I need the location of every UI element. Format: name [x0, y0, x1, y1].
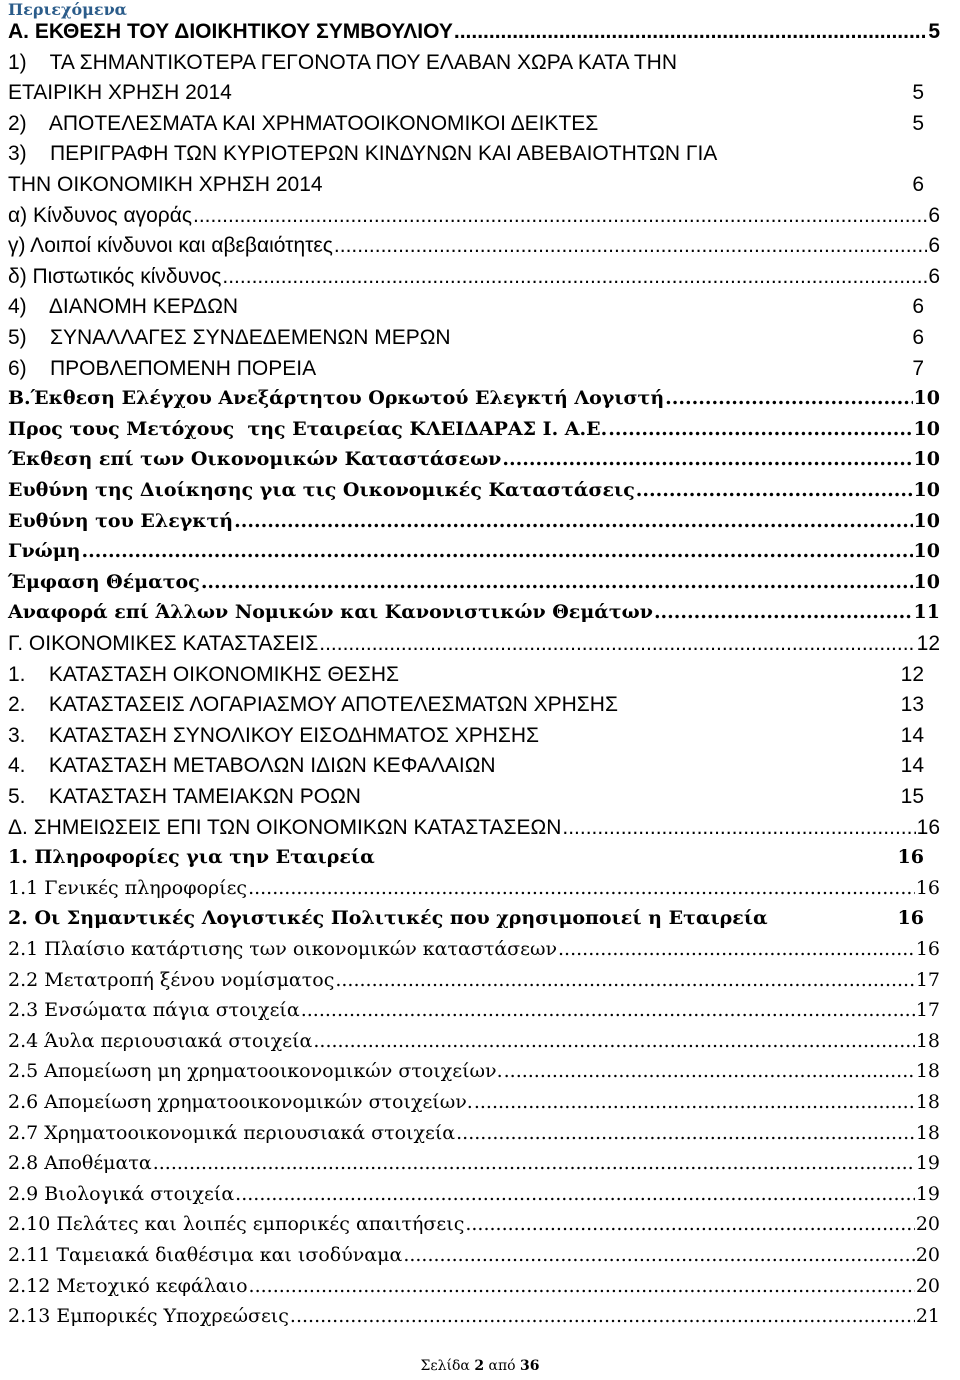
- footer-current-page: 2: [474, 1358, 485, 1374]
- toc-entry-label: Προς τους Μετόχους της Εταιρείας ΚΛΕΙΔΑΡΑΣ Ι. Α.Ε.: [8, 417, 608, 440]
- toc-entry-page: 20: [915, 1213, 940, 1236]
- toc-leader-dots: [465, 1213, 914, 1235]
- toc-entry-label: 3) ΠΕΡΙΓΡΑΦΗ ΤΩΝ ΚΥΡΙΟΤΕΡΩΝ ΚΙΝΔΥΝΩΝ ΚΑΙ ΑΒΕΒΑΙΟΤΗΤΩΝ ΓΙΑ: [8, 142, 718, 166]
- toc-entry[interactable]: [8, 693, 940, 723]
- toc-entry[interactable]: [8, 1030, 940, 1060]
- toc-entry-label: 2.2 Μετατροπή ξένου νομίσματος: [8, 968, 335, 991]
- toc-entry-page: 18: [915, 1091, 940, 1113]
- toc-entry-label: 2.3 Ενσώματα πάγια στοιχεία: [8, 999, 300, 1022]
- toc-leader-dots: [636, 479, 913, 501]
- toc-entry-label: 1. ΚΑΤΑΣΤΑΣΗ ΟΙΚΟΝΟΜΙΚΗΣ ΘΕΣΗΣ: [8, 662, 399, 686]
- toc-entry[interactable]: [8, 816, 940, 846]
- toc-entry[interactable]: [8, 295, 940, 325]
- toc-leader-dots: [290, 1305, 915, 1327]
- toc-entry-page: 18: [915, 1060, 940, 1083]
- toc-entry-page: 16: [897, 907, 924, 930]
- toc-leader-dots: [502, 448, 912, 470]
- toc-entry-page: 14: [900, 754, 924, 778]
- toc-entry[interactable]: [8, 601, 940, 631]
- toc-entry[interactable]: [8, 387, 940, 417]
- toc-entry[interactable]: [8, 51, 940, 81]
- toc-entry-page: 6: [928, 234, 940, 258]
- toc-entry-label: 2) ΑΠΟΤΕΛΕΣΜΑΤΑ ΚΑΙ ΧΡΗΜΑΤΟΟΙΚΟΝΟΜΙΚΟΙ ΔΕΙΚΤΕΣ: [8, 111, 599, 135]
- toc-leader-dots: [248, 877, 915, 899]
- toc-entry[interactable]: [8, 938, 940, 968]
- toc-leader-dots: [504, 1060, 915, 1082]
- toc-leader-dots: [234, 510, 912, 532]
- toc-leader-dots: [301, 999, 915, 1021]
- footer-prefix: Σελίδα: [420, 1358, 475, 1374]
- toc-entry[interactable]: [8, 846, 940, 876]
- toc-leader-dots: [334, 234, 927, 258]
- toc-entry-label: 2.8 Αποθέματα: [8, 1152, 152, 1175]
- toc-entry-label: 1. Πληροφορίες για την Εταιρεία: [8, 846, 375, 869]
- toc-leader-dots: [456, 1122, 915, 1144]
- toc-entry[interactable]: [8, 1213, 940, 1243]
- toc-leader-dots: [558, 938, 915, 960]
- toc-entry-label: Αναφορά επί Άλλων Νομικών και Κανονιστικών Θεμάτων: [8, 601, 653, 624]
- toc-entry[interactable]: [8, 204, 940, 234]
- toc-entry-label: Γνώμη: [8, 540, 81, 563]
- toc-entry[interactable]: [8, 234, 940, 264]
- toc-entry[interactable]: [8, 1305, 940, 1335]
- toc-entry[interactable]: [8, 999, 940, 1029]
- toc-entry-page: 5: [928, 20, 940, 43]
- toc-leader-dots: [153, 1152, 915, 1174]
- toc-leader-dots: [193, 204, 927, 228]
- toc-entry[interactable]: [8, 1122, 940, 1152]
- toc-entry-label: 2. ΚΑΤΑΣΤΑΣΕΙΣ ΛΟΓΑΡΙΑΣΜΟΥ ΑΠΟΤΕΛΕΣΜΑΤΩΝ ΧΡΗΣΗΣ: [8, 693, 618, 717]
- toc-entry-page: 16: [915, 938, 940, 960]
- toc-entry[interactable]: [8, 357, 940, 387]
- toc-entry-page: 20: [915, 1244, 940, 1266]
- toc-entry[interactable]: [8, 510, 940, 540]
- toc-entry-page: 11: [913, 601, 940, 624]
- toc-entry-page: 10: [913, 479, 940, 501]
- toc-leader-dots: [454, 20, 927, 44]
- toc-entry-label: 1) ΤΑ ΣΗΜΑΝΤΙΚΟΤΕΡΑ ΓΕΓΟΝΟΤΑ ΠΟΥ ΕΛΑΒΑΝ ΧΩΡΑ ΚΑΤΑ ΤΗΝ: [8, 50, 678, 74]
- toc-leader-dots: [562, 816, 915, 840]
- toc-leader-dots: [335, 969, 914, 991]
- toc-entry-label: 2.9 Βιολογικά στοιχεία: [8, 1182, 235, 1205]
- toc-entry-page: 20: [915, 1274, 940, 1297]
- toc-entry-page: 6: [928, 203, 940, 227]
- toc-leader-dots: [81, 540, 912, 562]
- toc-entry-label: 5. ΚΑΤΑΣΤΑΣΗ ΤΑΜΕΙΑΚΩΝ ΡΟΩΝ: [8, 785, 361, 808]
- toc-leader-dots: [235, 1183, 915, 1205]
- toc-entry-label: ΤΗΝ ΟΙΚΟΝΟΜΙΚΗ ΧΡΗΣΗ 2014: [8, 173, 323, 196]
- toc-entry[interactable]: [8, 754, 940, 784]
- toc-entry-page: 7: [912, 356, 924, 380]
- toc-entry[interactable]: [8, 571, 940, 601]
- toc-entry-page: 5: [912, 111, 924, 135]
- toc-entry-label: ΕΤΑΙΡΙΚΗ ΧΡΗΣΗ 2014: [8, 81, 232, 105]
- toc-entry-label: 2.1 Πλαίσιο κατάρτισης των οικονομικών καταστάσεων: [8, 938, 558, 960]
- toc-entry[interactable]: [8, 540, 940, 570]
- toc-entry-page: 18: [915, 1121, 940, 1144]
- toc-entry-label: 2.6 Απομείωση χρηματοοικονομικών στοιχείων.: [8, 1091, 473, 1113]
- toc-entry[interactable]: [8, 326, 940, 356]
- toc-entry-label: Έκθεση επί των Οικονομικών Καταστάσεων: [8, 448, 502, 471]
- toc-entry-page: 5: [912, 81, 924, 105]
- toc-entry-page: 12: [916, 632, 940, 655]
- toc-entry-label: Γ. ΟΙΚΟΝΟΜΙΚΕΣ ΚΑΤΑΣΤΑΣΕΙΣ: [8, 632, 319, 655]
- toc-leader-dots: [654, 601, 913, 623]
- toc-entry[interactable]: [8, 418, 940, 448]
- toc-entry-page: 18: [915, 1029, 940, 1052]
- toc-entry-label: 2.11 Ταμειακά διαθέσιμα και ισοδύναμα: [8, 1244, 403, 1266]
- toc-entry[interactable]: [8, 724, 940, 754]
- toc-entry-label: 3. ΚΑΤΑΣΤΑΣΗ ΣΥΝΟΛΙΚΟΥ ΕΙΣΟΔΗΜΑΤΟΣ ΧΡΗΣΗΣ: [8, 723, 540, 747]
- toc-entry-page: 10: [913, 509, 940, 532]
- toc-entry-label: 1.1 Γενικές πληροφορίες: [8, 876, 248, 899]
- toc-entry-page: 16: [915, 876, 940, 899]
- toc-entry-page: 12: [900, 662, 924, 686]
- toc-entry-page: 21: [915, 1305, 940, 1328]
- toc-entry[interactable]: [8, 448, 940, 478]
- toc-entry-page: 10: [913, 387, 940, 410]
- toc-entry[interactable]: [8, 20, 940, 50]
- toc-entry-label: 2.10 Πελάτες και λοιπές εμπορικές απαιτήσεις: [8, 1213, 465, 1236]
- toc-entry-label: Β.Έκθεση Ελέγχου Ανεξάρτητου Ορκωτού Ελεγκτή Λογιστή: [8, 387, 665, 410]
- toc-entry[interactable]: [8, 1060, 940, 1090]
- toc-leader-dots: [608, 418, 912, 440]
- toc-leader-dots: [249, 1275, 915, 1297]
- toc-entry-label: 2.13 Εμπορικές Υποχρεώσεις: [8, 1305, 289, 1328]
- toc-entry-label: 2.4 Άυλα περιουσιακά στοιχεία: [8, 1029, 313, 1052]
- toc-entry-page: 10: [913, 570, 940, 593]
- toc-entry[interactable]: [8, 1091, 940, 1121]
- toc-entry[interactable]: [8, 142, 940, 172]
- page-footer: [0, 1358, 960, 1374]
- toc-entry-page: 6: [928, 264, 940, 288]
- toc-entry[interactable]: [8, 1152, 940, 1182]
- toc-entry-label: Ευθύνη της Διοίκησης για τις Οικονομικές Καταστάσεις: [8, 479, 635, 501]
- toc-entry-page: 17: [915, 999, 940, 1022]
- toc-entry-page: 13: [900, 693, 924, 717]
- toc-entry[interactable]: [8, 112, 940, 142]
- toc-entry-page: 10: [913, 448, 940, 471]
- toc-entry-page: 15: [900, 785, 924, 808]
- toc-entry-page: 16: [916, 815, 940, 839]
- toc-entry[interactable]: [8, 479, 940, 509]
- toc-entry-page: 14: [900, 723, 924, 747]
- toc-entry[interactable]: [8, 907, 940, 937]
- toc-entry-label: 4. ΚΑΤΑΣΤΑΣΗ ΜΕΤΑΒΟΛΩΝ ΙΔΙΩΝ ΚΕΦΑΛΑΙΩΝ: [8, 754, 496, 778]
- toc-entry[interactable]: [8, 877, 940, 907]
- toc-entry-page: 6: [912, 173, 924, 196]
- toc-entry-page: 17: [915, 968, 940, 991]
- toc-leader-dots: [665, 387, 912, 409]
- toc-entry-page: 19: [915, 1152, 940, 1175]
- toc-entry-label: Ευθύνη του Ελεγκτή: [8, 509, 234, 532]
- footer-middle: από: [484, 1358, 521, 1374]
- toc-leader-dots: [403, 1244, 915, 1266]
- toc-entry[interactable]: [8, 265, 940, 295]
- toc-entry-page: 6: [912, 295, 924, 319]
- toc-leader-dots: [222, 265, 927, 289]
- toc-entry-page: 10: [913, 540, 940, 563]
- toc-entry-label: α) Κίνδυνος αγοράς: [8, 203, 192, 227]
- toc-entry-label: 4) ΔΙΑΝΟΜΗ ΚΕΡΔΩΝ: [8, 295, 239, 319]
- toc-leader-dots: [313, 1030, 914, 1052]
- toc-leader-dots: [201, 571, 913, 593]
- toc-entry[interactable]: [8, 663, 940, 693]
- footer-total-pages: 36: [520, 1358, 540, 1374]
- toc-entry-label: 6) ΠΡΟΒΛΕΠΟΜΕΝΗ ΠΟΡΕΙΑ: [8, 356, 317, 380]
- toc-entry-label: 2.7 Χρηματοοικονομικά περιουσιακά στοιχεία: [8, 1121, 456, 1144]
- toc-leader-dots: [319, 632, 915, 656]
- toc-entry[interactable]: [8, 1275, 940, 1305]
- toc-entry[interactable]: [8, 1244, 940, 1274]
- toc-entry-label: Έμφαση Θέματος: [8, 570, 200, 593]
- toc-entry[interactable]: [8, 81, 940, 111]
- toc-entry[interactable]: [8, 1183, 940, 1213]
- toc-entry-page: 10: [913, 417, 940, 440]
- toc-entry-label: 2.12 Μετοχικό κεφάλαιο: [8, 1274, 248, 1297]
- toc-entry-label: Α. ΕΚΘΕΣΗ ΤΟΥ ΔΙΟΙΚΗΤΙΚΟΥ ΣΥΜΒΟΥΛΙΟΥ: [8, 20, 453, 43]
- toc-entry[interactable]: [8, 969, 940, 999]
- toc-entry-label: 2.5 Απομείωση μη χρηματοοικονομικών στοιχείων.: [8, 1060, 503, 1083]
- toc-entry[interactable]: [8, 632, 940, 662]
- toc-leader-dots: [474, 1091, 915, 1113]
- toc-entry-label: δ) Πιστωτικός κίνδυνος: [8, 264, 222, 288]
- toc-entry-page: 6: [912, 326, 924, 349]
- toc-entry[interactable]: [8, 785, 940, 815]
- toc-heading: Περιεχόμενα: [8, 0, 127, 19]
- toc-entry-label: 5) ΣΥΝΑΛΛΑΓΕΣ ΣΥΝΔΕΔΕΜΕΝΩΝ ΜΕΡΩΝ: [8, 326, 451, 349]
- toc-entry-label: Δ. ΣΗΜΕΙΩΣΕΙΣ ΕΠΙ ΤΩΝ ΟΙΚΟΝΟΜΙΚΩΝ ΚΑΤΑΣΤΑΣΕΩΝ: [8, 815, 562, 839]
- toc-entry-page: 16: [897, 846, 924, 869]
- toc-entry-label: 2. Οι Σημαντικές Λογιστικές Πολιτικές που χρησιμοποιεί η Εταιρεία: [8, 907, 768, 930]
- toc-entry[interactable]: [8, 173, 940, 203]
- toc-entry-page: 19: [915, 1182, 940, 1205]
- toc-entry-label: γ) Λοιποί κίνδυνοι και αβεβαιότητες: [8, 234, 333, 258]
